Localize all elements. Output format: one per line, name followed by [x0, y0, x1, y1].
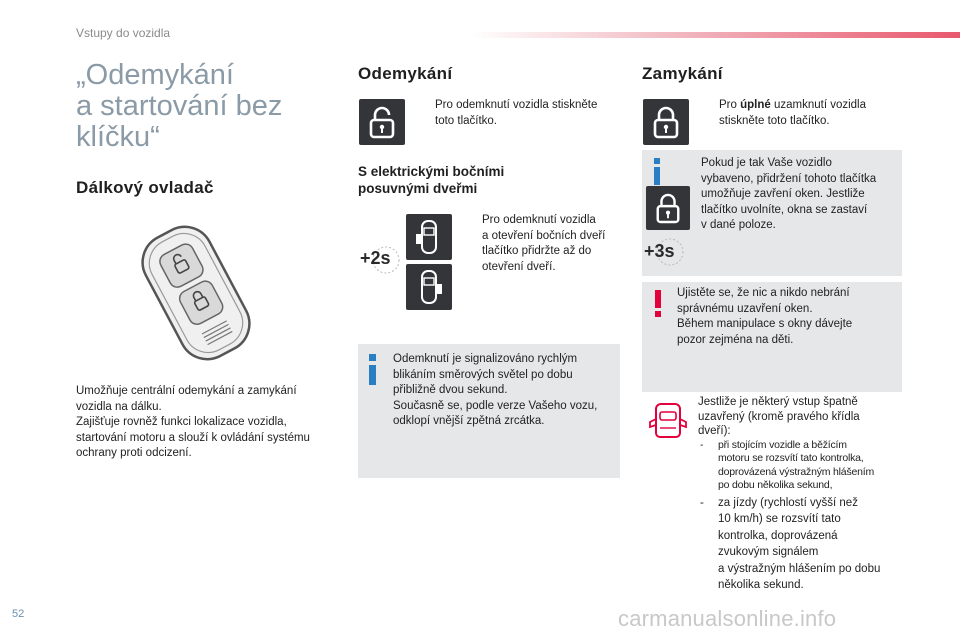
info-text-line: Současně se, podle verze Vašeho vozu,: [393, 399, 598, 412]
unlock-instruction: [420, 98, 620, 129]
hold-duration-label: +2s: [360, 248, 391, 268]
unlock-text-line: Pro odemknutí vozidla stiskněte: [435, 99, 598, 111]
info-text-line: vybaveno, přidržení tohoto tlačítka: [701, 172, 877, 185]
title-line-3: klíčku“: [76, 121, 160, 153]
remote-text-line: Zajišťuje rovněž funkci lokalizace vozidla,: [76, 416, 287, 428]
title-line-1: „Odemykání: [76, 59, 234, 91]
lock-text-bold: úplné: [740, 99, 771, 111]
warning-text-line: pozor zejména na děti.: [677, 333, 794, 346]
info-icon: [651, 158, 663, 188]
sliding-heading-line: S elektrickými bočními: [358, 164, 505, 179]
warning-text-line: správnému uzavření oken.: [677, 302, 813, 315]
remote-text-line: Umožňuje centrální odemykání a zamykání: [76, 385, 297, 397]
section-label: Vstupy do vozidla: [76, 26, 171, 40]
alert-text-line: dveří):: [698, 425, 731, 437]
page-number: 52: [12, 608, 25, 620]
info-text-line: přibližně dvou sekund.: [393, 384, 508, 396]
info-text-line: v dané poloze.: [701, 219, 776, 231]
page-title: [76, 60, 326, 153]
door-alert-text: [698, 395, 908, 594]
lock-text-suffix: uzamknutí vozidla: [770, 99, 867, 111]
dash-marker: -: [700, 496, 704, 509]
alert-list-item: [698, 495, 908, 594]
info-text-line: blikáním směrových světel po dobu: [393, 368, 573, 381]
lock-warning-box: [642, 282, 902, 392]
alert-item-line: zvukovým signálem: [718, 546, 819, 558]
title-line-2: a startování bez: [76, 90, 283, 122]
lock-instruction: [704, 98, 904, 129]
lock-text-line: [719, 98, 904, 114]
sliding-text-line: tlačítko přidržte až do: [482, 245, 592, 257]
door-open-warning-icon: [648, 400, 688, 440]
sliding-text-line: a otevření bočních dveří: [482, 229, 606, 242]
padlock-closed-icon: [646, 186, 690, 230]
alert-item-line: za jízdy (rychlostí vyšší než: [718, 496, 858, 509]
car-key-remote-icon: [126, 218, 266, 368]
alert-item-line: a výstražným hlášením po dobu: [718, 562, 881, 575]
hold-3s-badge: [644, 236, 690, 268]
info-text-line: Odemknutí je signalizováno rychlým: [393, 353, 578, 365]
alert-item-line: po dobu několika sekund,: [718, 479, 833, 491]
sliding-door-instruction: [466, 213, 626, 275]
info-icon: [366, 354, 378, 388]
sliding-door-right-icon: [406, 264, 452, 310]
remote-heading: Dálkový ovladač: [76, 178, 214, 197]
info-text-line: tlačítko uvolníte, okna se zastaví: [701, 203, 868, 216]
lock-windows-info-box: [642, 150, 902, 276]
remote-text-line: ochrany proti odcizení.: [76, 447, 192, 459]
padlock-open-icon: [359, 99, 405, 145]
remote-text-line: startování motoru a slouží k ovládání systému: [76, 431, 310, 444]
remote-text-line: vozidla na dálku.: [76, 400, 162, 413]
hold-2s-badge: [360, 244, 406, 276]
alert-item-line: doprovázená výstražným hlášením: [718, 465, 875, 478]
sliding-text-line: Pro odemknutí vozidla: [482, 214, 596, 226]
alert-text-line: Jestliže je některý vstup špatně: [698, 396, 858, 408]
warning-icon: [653, 290, 663, 320]
sliding-heading-line: posuvnými dveřmi: [358, 181, 478, 196]
warning-text-line: Během manipulace s okny dávejte: [677, 318, 853, 330]
lock-heading: Zamykání: [642, 64, 723, 83]
unlock-text-line: toto tlačítko.: [435, 114, 498, 127]
sliding-door-left-icon: [406, 214, 452, 260]
info-text-line: odklopí vnější zpětná zrcátka.: [393, 415, 545, 427]
header-gradient-bar: [470, 32, 960, 38]
unlock-info-box: [358, 344, 620, 478]
hold-duration-label: +3s: [644, 241, 675, 261]
alert-item-line: několika sekund.: [718, 579, 804, 591]
lock-text-line: stiskněte toto tlačítko.: [719, 114, 830, 127]
alert-item-line: 10 km/h) se rozsvítí tato: [718, 513, 841, 525]
padlock-closed-icon: [643, 99, 689, 145]
alert-item-line: při stojícím vozidle a běžícím: [718, 438, 847, 451]
info-text-line: Pokud je tak Vaše vozidlo: [701, 157, 832, 169]
watermark: carmanualsonline.info: [618, 606, 837, 631]
lock-text-prefix: Pro: [719, 99, 741, 111]
dash-marker: -: [700, 438, 704, 451]
alert-list-item: [698, 439, 908, 493]
unlock-heading: Odemykání: [358, 64, 453, 83]
warning-text-line: Ujistěte se, že nic a nikdo nebrání: [677, 287, 850, 299]
sliding-doors-heading: [358, 163, 598, 197]
alert-item-line: kontrolka, doprovázená: [718, 529, 838, 542]
remote-description: [76, 384, 336, 462]
alert-text-line: uzavřený (kromě pravého křídla: [698, 410, 860, 423]
sliding-text-line: otevření dveří.: [482, 260, 556, 273]
info-text-line: umožňuje zavření oken. Jestliže: [701, 188, 865, 200]
alert-item-line: motoru se rozsvítí tato kontrolka,: [718, 452, 864, 464]
